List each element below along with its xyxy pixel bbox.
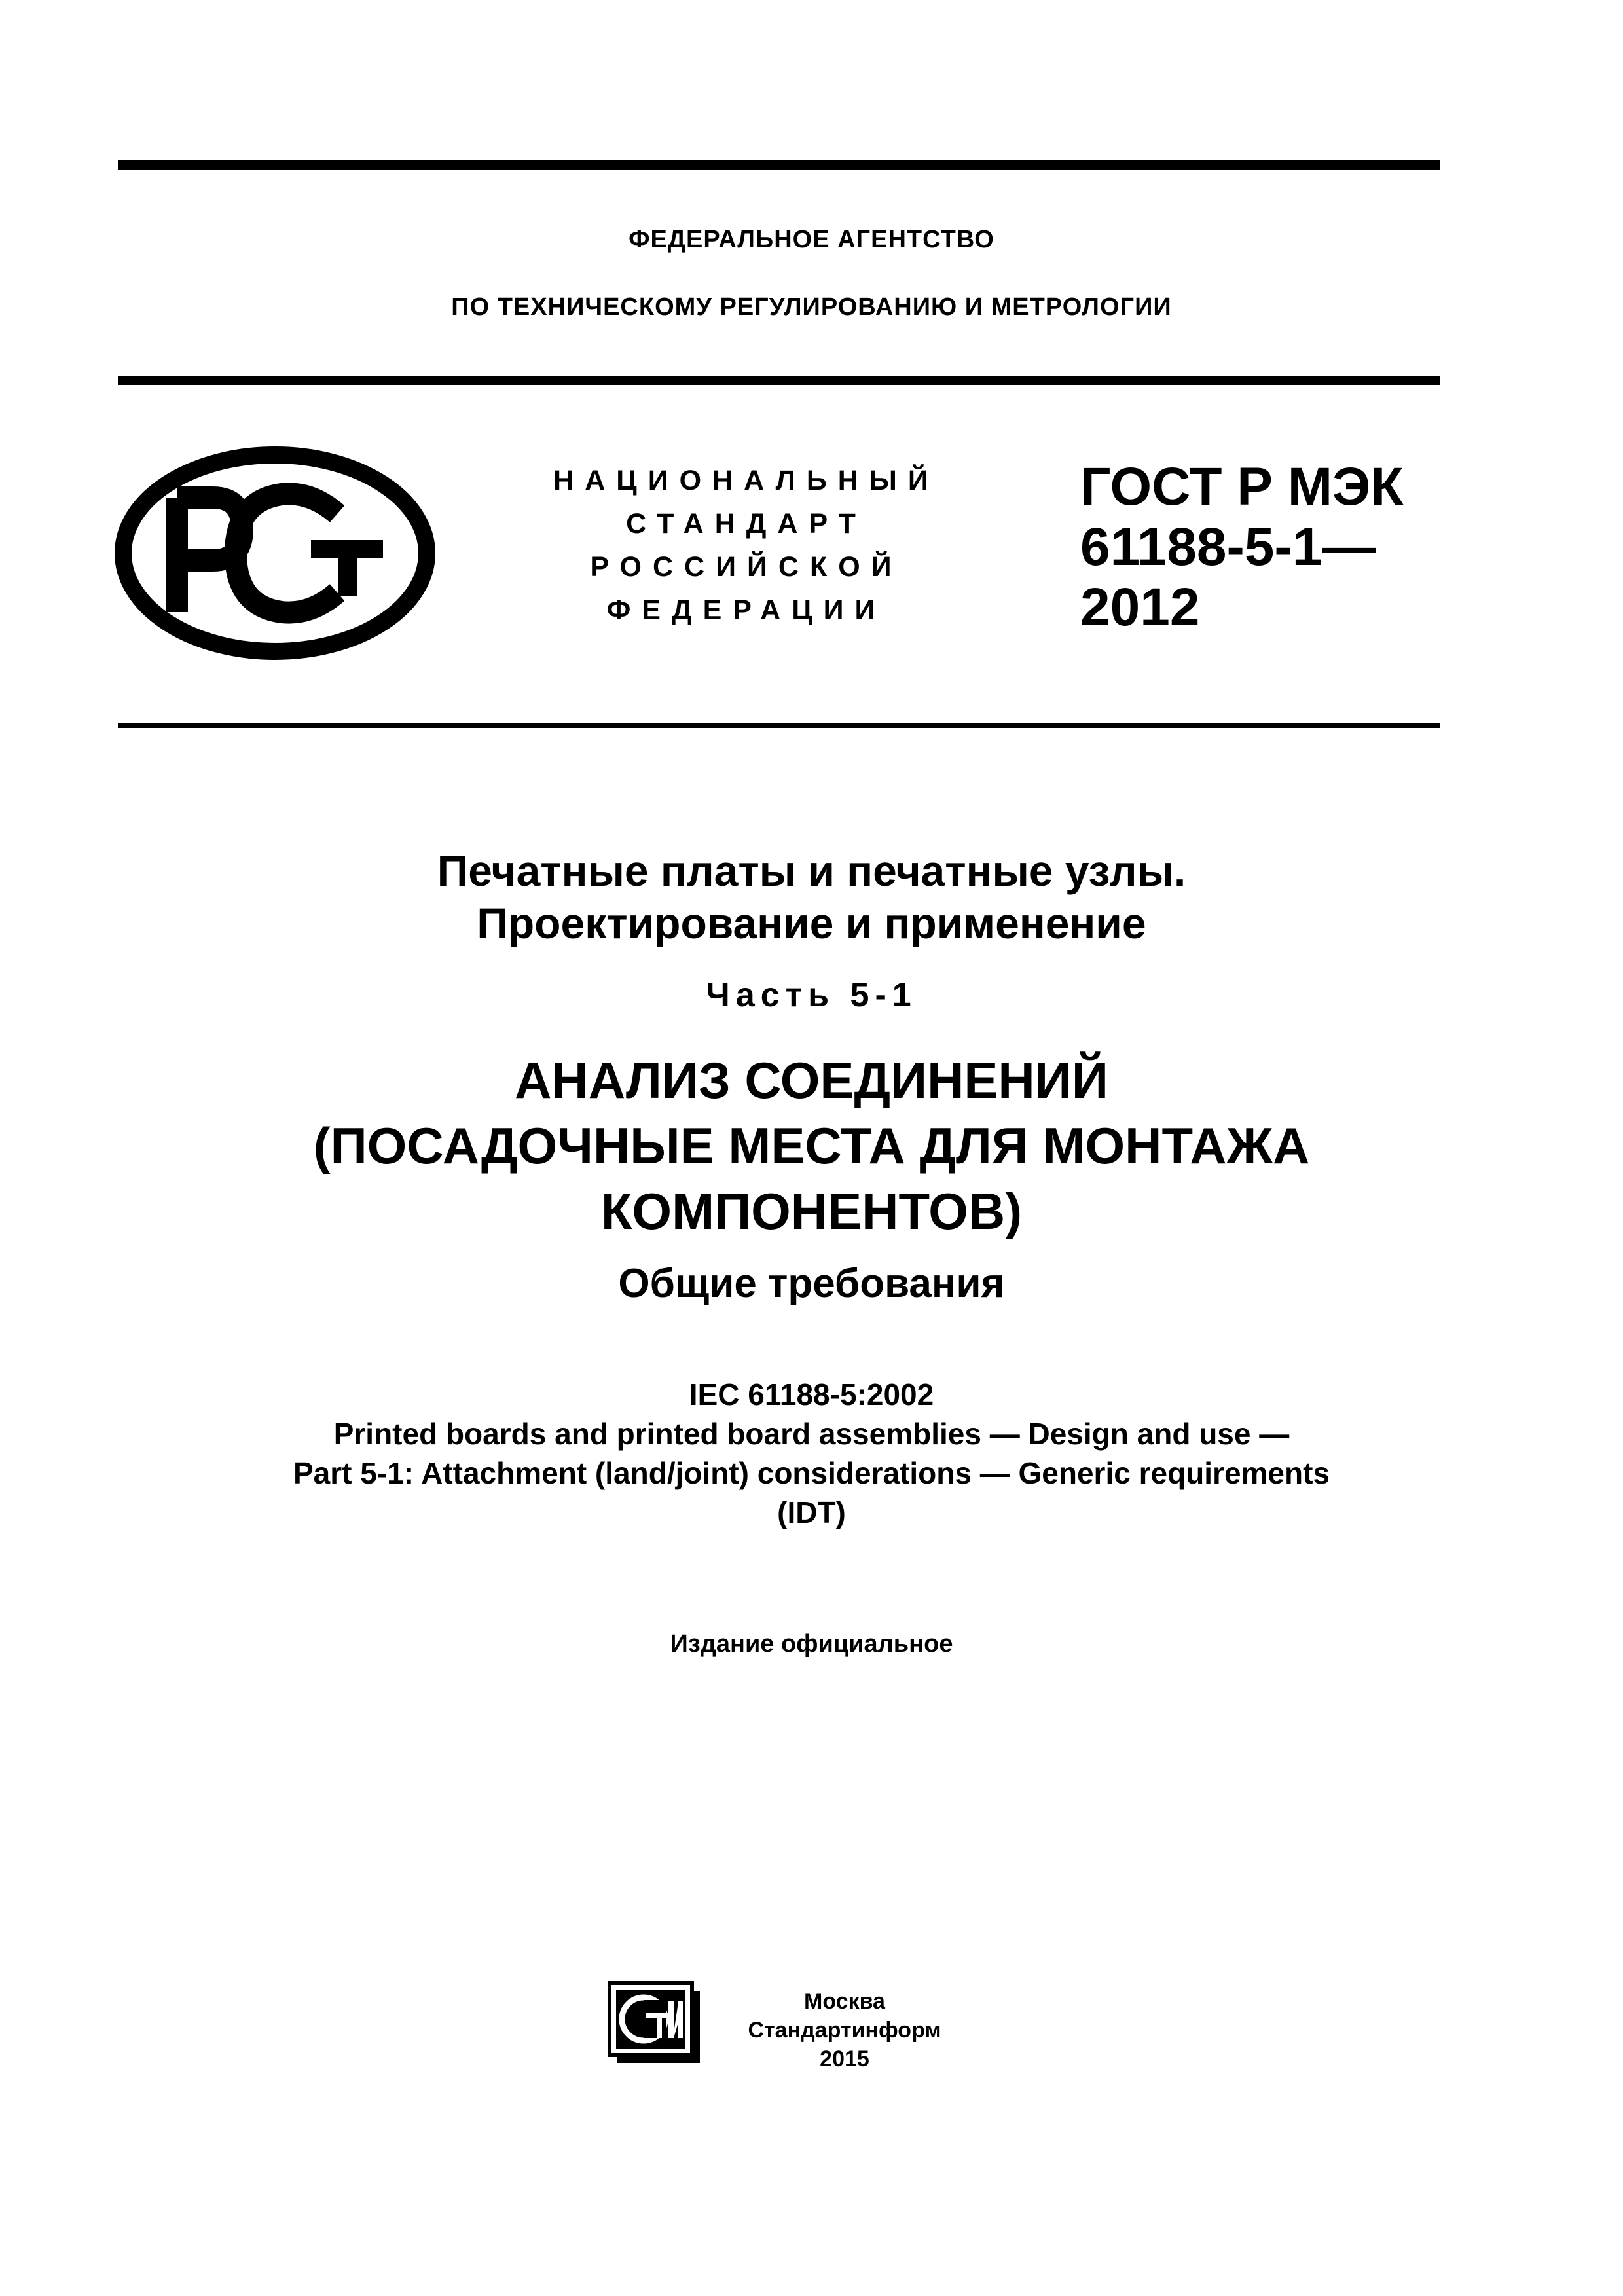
iec-line-4: (IDT) [777, 1495, 846, 1529]
main-title-line-3: КОМПОНЕНТОВ) [600, 1182, 1023, 1240]
publisher-year: 2015 [820, 2047, 869, 2071]
publisher-city: Москва [804, 1989, 885, 2014]
standard-type-line-3: РОССИЙСКОЙ [590, 551, 903, 583]
iec-line-3: Part 5-1: Attachment (land/joint) considerations — Generic requirements [293, 1456, 1330, 1490]
iec-line-2: Printed boards and printed board assemblies — Design and use — [333, 1417, 1290, 1451]
gost-designation [1080, 457, 1403, 638]
standartinform-logo [606, 1980, 704, 2066]
designation-line-3: 2012 [1080, 577, 1200, 637]
standard-type-line-4: ФЕДЕРАЦИИ [606, 594, 886, 626]
edition-note: Издание официальное [670, 1630, 953, 1658]
part-number: Часть 5-1 [706, 976, 917, 1014]
title-line-2: Проектирование и применение [477, 899, 1146, 947]
header-rule [118, 376, 1440, 385]
iec-line-1: IEC 61188-5:2002 [689, 1377, 934, 1412]
top-rule [118, 160, 1440, 170]
subtitle: Общие требования [618, 1261, 1005, 1306]
publisher-block [727, 1987, 962, 2073]
main-title-line-1: АНАЛИЗ СОЕДИНЕНИЙ [515, 1051, 1108, 1109]
standard-type-line-1: НАЦИОНАЛЬНЫЙ [553, 465, 939, 496]
publisher-name: Стандартинформ [748, 2018, 941, 2043]
agency-line-1: ФЕДЕРАЛЬНОЕ АГЕНТСТВО [629, 226, 994, 253]
title-line-1: Печатные платы и печатные узлы. [437, 847, 1186, 895]
main-title-line-2: (ПОСАДОЧНЫЕ МЕСТА ДЛЯ МОНТАЖА [313, 1117, 1310, 1175]
standard-block-rule [118, 723, 1440, 728]
gost-rst-logo [115, 445, 435, 661]
agency-line-2: ПО ТЕХНИЧЕСКОМУ РЕГУЛИРОВАНИЮ И МЕТРОЛОГИИ [451, 293, 1172, 321]
designation-line-2: 61188-5-1— [1080, 517, 1376, 577]
standard-type-line-2: СТАНДАРТ [626, 508, 867, 539]
designation-line-1: ГОСТ Р МЭК [1080, 457, 1404, 517]
